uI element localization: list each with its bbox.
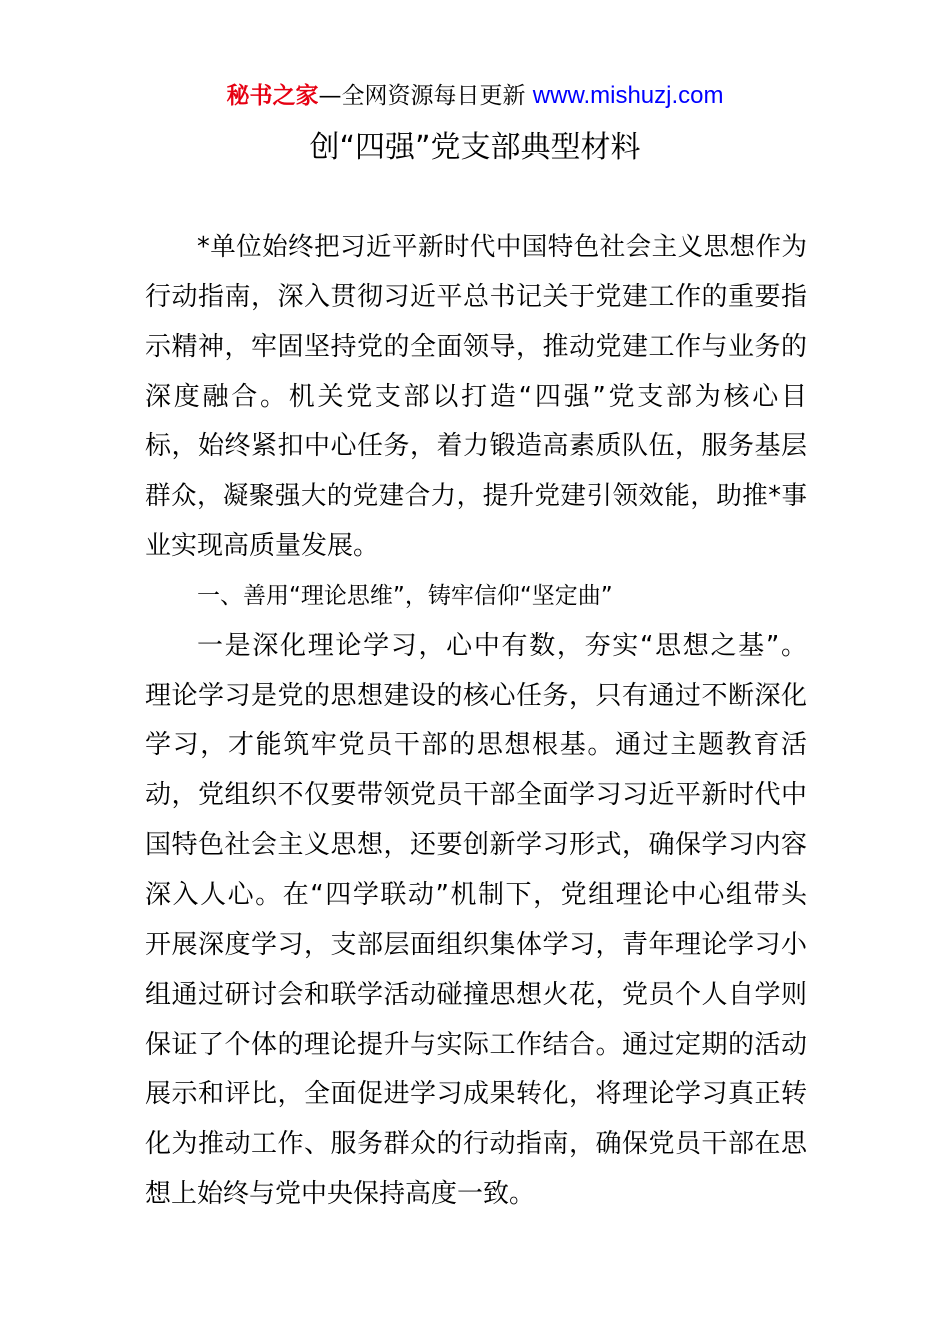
- paragraph-2-line: 化为推动工作、服务群众的行动指南，确保党员干部在思: [145, 1129, 807, 1160]
- paragraph-1-line: 业实现高质量发展。: [145, 531, 380, 562]
- paragraph-2-line: 一是深化理论学习，心中有数，夯实“思想之基”。: [197, 630, 807, 661]
- paragraph-2-line: 学习，才能筑牢党员干部的思想根基。通过主题教育活: [145, 730, 807, 761]
- paragraph-1-line: 深度融合。机关党支部以打造“四强”党支部为核心目: [145, 381, 807, 412]
- paragraph-2-line: 深入人心。在“四学联动”机制下，党组理论中心组带头: [145, 879, 807, 910]
- paragraph-1-line: 群众，凝聚强大的党建合力，提升党建引领效能，助推*事: [145, 481, 807, 512]
- site-slogan: —全网资源每日更新: [318, 83, 533, 109]
- paragraph-2-line: 开展深度学习，支部层面组织集体学习，青年理论学习小: [145, 929, 807, 960]
- paragraph-2-line: 展示和评比，全面促进学习成果转化，将理论学习真正转: [145, 1079, 807, 1110]
- paragraph-2-line: 保证了个体的理论提升与实际工作结合。通过定期的活动: [145, 1029, 807, 1060]
- document-body: [145, 223, 807, 1220]
- paragraph-1-line: 示精神，牢固坚持党的全面领导，推动党建工作与业务的: [145, 331, 807, 362]
- paragraph-2-line: 想上始终与党中央保持高度一致。: [145, 1179, 536, 1210]
- paragraph-1-line: 行动指南，深入贯彻习近平总书记关于党建工作的重要指: [145, 281, 807, 312]
- paragraph-1-line: *单位始终把习近平新时代中国特色社会主义思想作为: [197, 232, 807, 262]
- paragraph-2-line: 理论学习是党的思想建设的核心任务，只有通过不断深化: [145, 680, 807, 711]
- site-brand: 秘书之家: [226, 83, 319, 109]
- site-url-link[interactable]: www.mishuzj.com: [532, 82, 724, 109]
- section-1-heading: 一、善用“理论思维”，铸牢信仰“坚定曲”: [197, 582, 613, 609]
- site-header: [0, 80, 950, 112]
- paragraph-2-line: 动，党组织不仅要带领党员干部全面学习习近平新时代中: [145, 780, 807, 811]
- paragraph-2-line: 组通过研讨会和联学活动碰撞思想火花，党员个人自学则: [145, 979, 807, 1010]
- paragraph-1-line: 标，始终紧扣中心任务，着力锻造高素质队伍，服务基层: [145, 431, 807, 462]
- document-title: 创“四强”党支部典型材料: [309, 130, 641, 165]
- paragraph-2-line: 国特色社会主义思想，还要创新学习形式，确保学习内容: [145, 830, 807, 861]
